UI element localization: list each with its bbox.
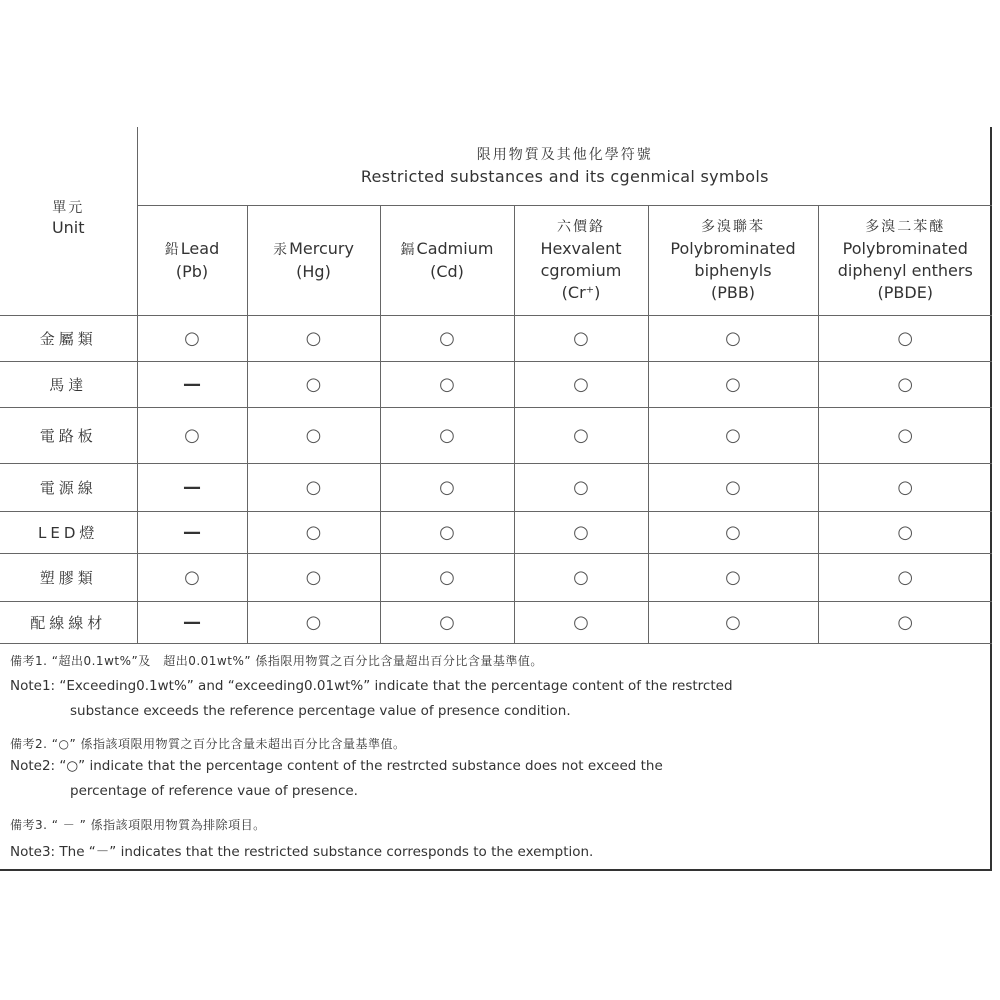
row-label: LED燈 <box>0 511 137 553</box>
substance-zh: 鎘 <box>400 241 417 258</box>
note1-zh: 備考1. “超出0.1wt%”及 超出0.01wt%” 係指限用物質之百分比含量超出百分比含量基準值。 <box>10 654 543 668</box>
substance-symbol: (PBDE) <box>877 283 934 302</box>
table-row <box>0 553 992 601</box>
dash-mark: — <box>137 463 247 511</box>
substance-name: Polybrominated <box>842 239 968 258</box>
circle-mark: ○ <box>648 511 818 553</box>
substance-symbol: (Cr⁺) <box>561 283 601 302</box>
substance-header-chromium <box>514 205 648 315</box>
circle-mark: ○ <box>380 361 514 407</box>
circle-mark: ○ <box>648 407 818 463</box>
substance-name: Lead <box>180 238 220 258</box>
substance-symbol: (Cd) <box>430 261 464 281</box>
substance-header-cadmium <box>380 205 514 315</box>
circle-mark: ○ <box>818 553 992 601</box>
substances-title <box>137 127 992 205</box>
circle-mark: ○ <box>380 601 514 643</box>
circle-mark: ○ <box>380 511 514 553</box>
circle-mark: ○ <box>648 315 818 361</box>
circle-mark: ○ <box>247 315 380 361</box>
circle-mark: ○ <box>137 315 247 361</box>
note3-zh: 備考3. “ － ” 係指該項限用物質為排除項目。 <box>10 818 266 832</box>
substance-header-mercury <box>247 205 380 315</box>
row-label: 塑膠類 <box>0 553 137 601</box>
circle-mark: ○ <box>648 601 818 643</box>
substance-header-row <box>0 205 992 315</box>
note1-en: Note1: “Exceeding0.1wt%” and “exceeding0.01wt%” indicate that the percentage content of the restrcted <box>10 678 733 694</box>
circle-mark: ○ <box>648 361 818 407</box>
circle-mark: ○ <box>818 463 992 511</box>
circle-mark: ○ <box>380 463 514 511</box>
substance-zh: 六價鉻 <box>557 219 605 235</box>
circle-mark: ○ <box>648 553 818 601</box>
circle-mark: ○ <box>247 553 380 601</box>
unit-label-zh: 單元 <box>52 200 85 216</box>
substance-name-line2: diphenyl enthers <box>837 261 973 280</box>
circle-mark: ○ <box>818 407 992 463</box>
note2-zh: 備考2. “○” 係指該項限用物質之百分比含量未超出百分比含量基準值。 <box>10 737 406 751</box>
substance-symbol: (Hg) <box>296 261 331 281</box>
circle-mark: ○ <box>514 553 648 601</box>
substance-symbol: (PBB) <box>710 283 756 302</box>
circle-mark: ○ <box>137 407 247 463</box>
note1-en-cont: substance exceeds the reference percentage value of presence condition. <box>70 703 571 719</box>
table-row <box>0 315 992 361</box>
row-label: 電路板 <box>0 407 137 463</box>
dash-mark: — <box>137 511 247 553</box>
circle-mark: ○ <box>514 601 648 643</box>
row-label: 馬達 <box>0 361 137 407</box>
circle-mark: ○ <box>247 361 380 407</box>
note2-en-cont: percentage of reference vaue of presence. <box>70 783 358 799</box>
substance-zh: 多溴二苯醚 <box>865 219 946 235</box>
row-label: 金屬類 <box>0 315 137 361</box>
circle-mark: ○ <box>380 407 514 463</box>
circle-mark: ○ <box>247 407 380 463</box>
circle-mark: ○ <box>247 511 380 553</box>
table-row <box>0 361 992 407</box>
header-row <box>0 127 992 205</box>
substance-header-pbde <box>818 205 992 315</box>
substance-name-line2: cgromium <box>540 261 622 280</box>
table-row <box>0 407 992 463</box>
circle-mark: ○ <box>648 463 818 511</box>
title-zh: 限用物質及其他化學符號 <box>476 146 653 163</box>
dash-mark: — <box>137 601 247 643</box>
circle-mark: ○ <box>247 463 380 511</box>
circle-mark: ○ <box>818 361 992 407</box>
substance-symbol: (Pb) <box>175 261 209 281</box>
row-label: 配線線材 <box>0 601 137 643</box>
substance-zh: 汞 <box>273 241 290 258</box>
circle-mark: ○ <box>818 511 992 553</box>
circle-mark: ○ <box>818 315 992 361</box>
table-body <box>0 315 992 643</box>
note2-en: Note2: “○” indicate that the percentage content of the restrcted substance does not exceed the <box>10 758 663 774</box>
table-row <box>0 511 992 553</box>
table-row <box>0 601 992 643</box>
circle-mark: ○ <box>380 553 514 601</box>
circle-mark: ○ <box>514 511 648 553</box>
substance-name: Cadmium <box>416 238 494 258</box>
substance-zh: 鉛 <box>164 241 181 258</box>
substance-header-pbb <box>648 205 818 315</box>
circle-mark: ○ <box>514 407 648 463</box>
circle-mark: ○ <box>137 553 247 601</box>
substance-zh: 多溴聯苯 <box>701 219 765 235</box>
unit-header <box>0 127 137 315</box>
substance-name: Polybrominated <box>670 239 796 258</box>
circle-mark: ○ <box>514 361 648 407</box>
dash-mark: — <box>137 361 247 407</box>
circle-mark: ○ <box>247 601 380 643</box>
circle-mark: ○ <box>818 601 992 643</box>
substance-name: Mercury <box>289 238 354 258</box>
unit-label-en: Unit <box>51 218 85 237</box>
substance-name-line2: biphenyls <box>694 261 772 280</box>
row-label: 電源線 <box>0 463 137 511</box>
substance-header-lead <box>137 205 247 315</box>
restricted-substances-table <box>0 127 992 644</box>
substance-name: Hexvalent <box>540 239 622 258</box>
circle-mark: ○ <box>380 315 514 361</box>
title-en: Restricted substances and its cgenmical symbols <box>360 166 769 186</box>
circle-mark: ○ <box>514 463 648 511</box>
circle-mark: ○ <box>514 315 648 361</box>
table-row <box>0 463 992 511</box>
note3-en: Note3: The “－” indicates that the restricted substance corresponds to the exemption. <box>10 844 594 860</box>
